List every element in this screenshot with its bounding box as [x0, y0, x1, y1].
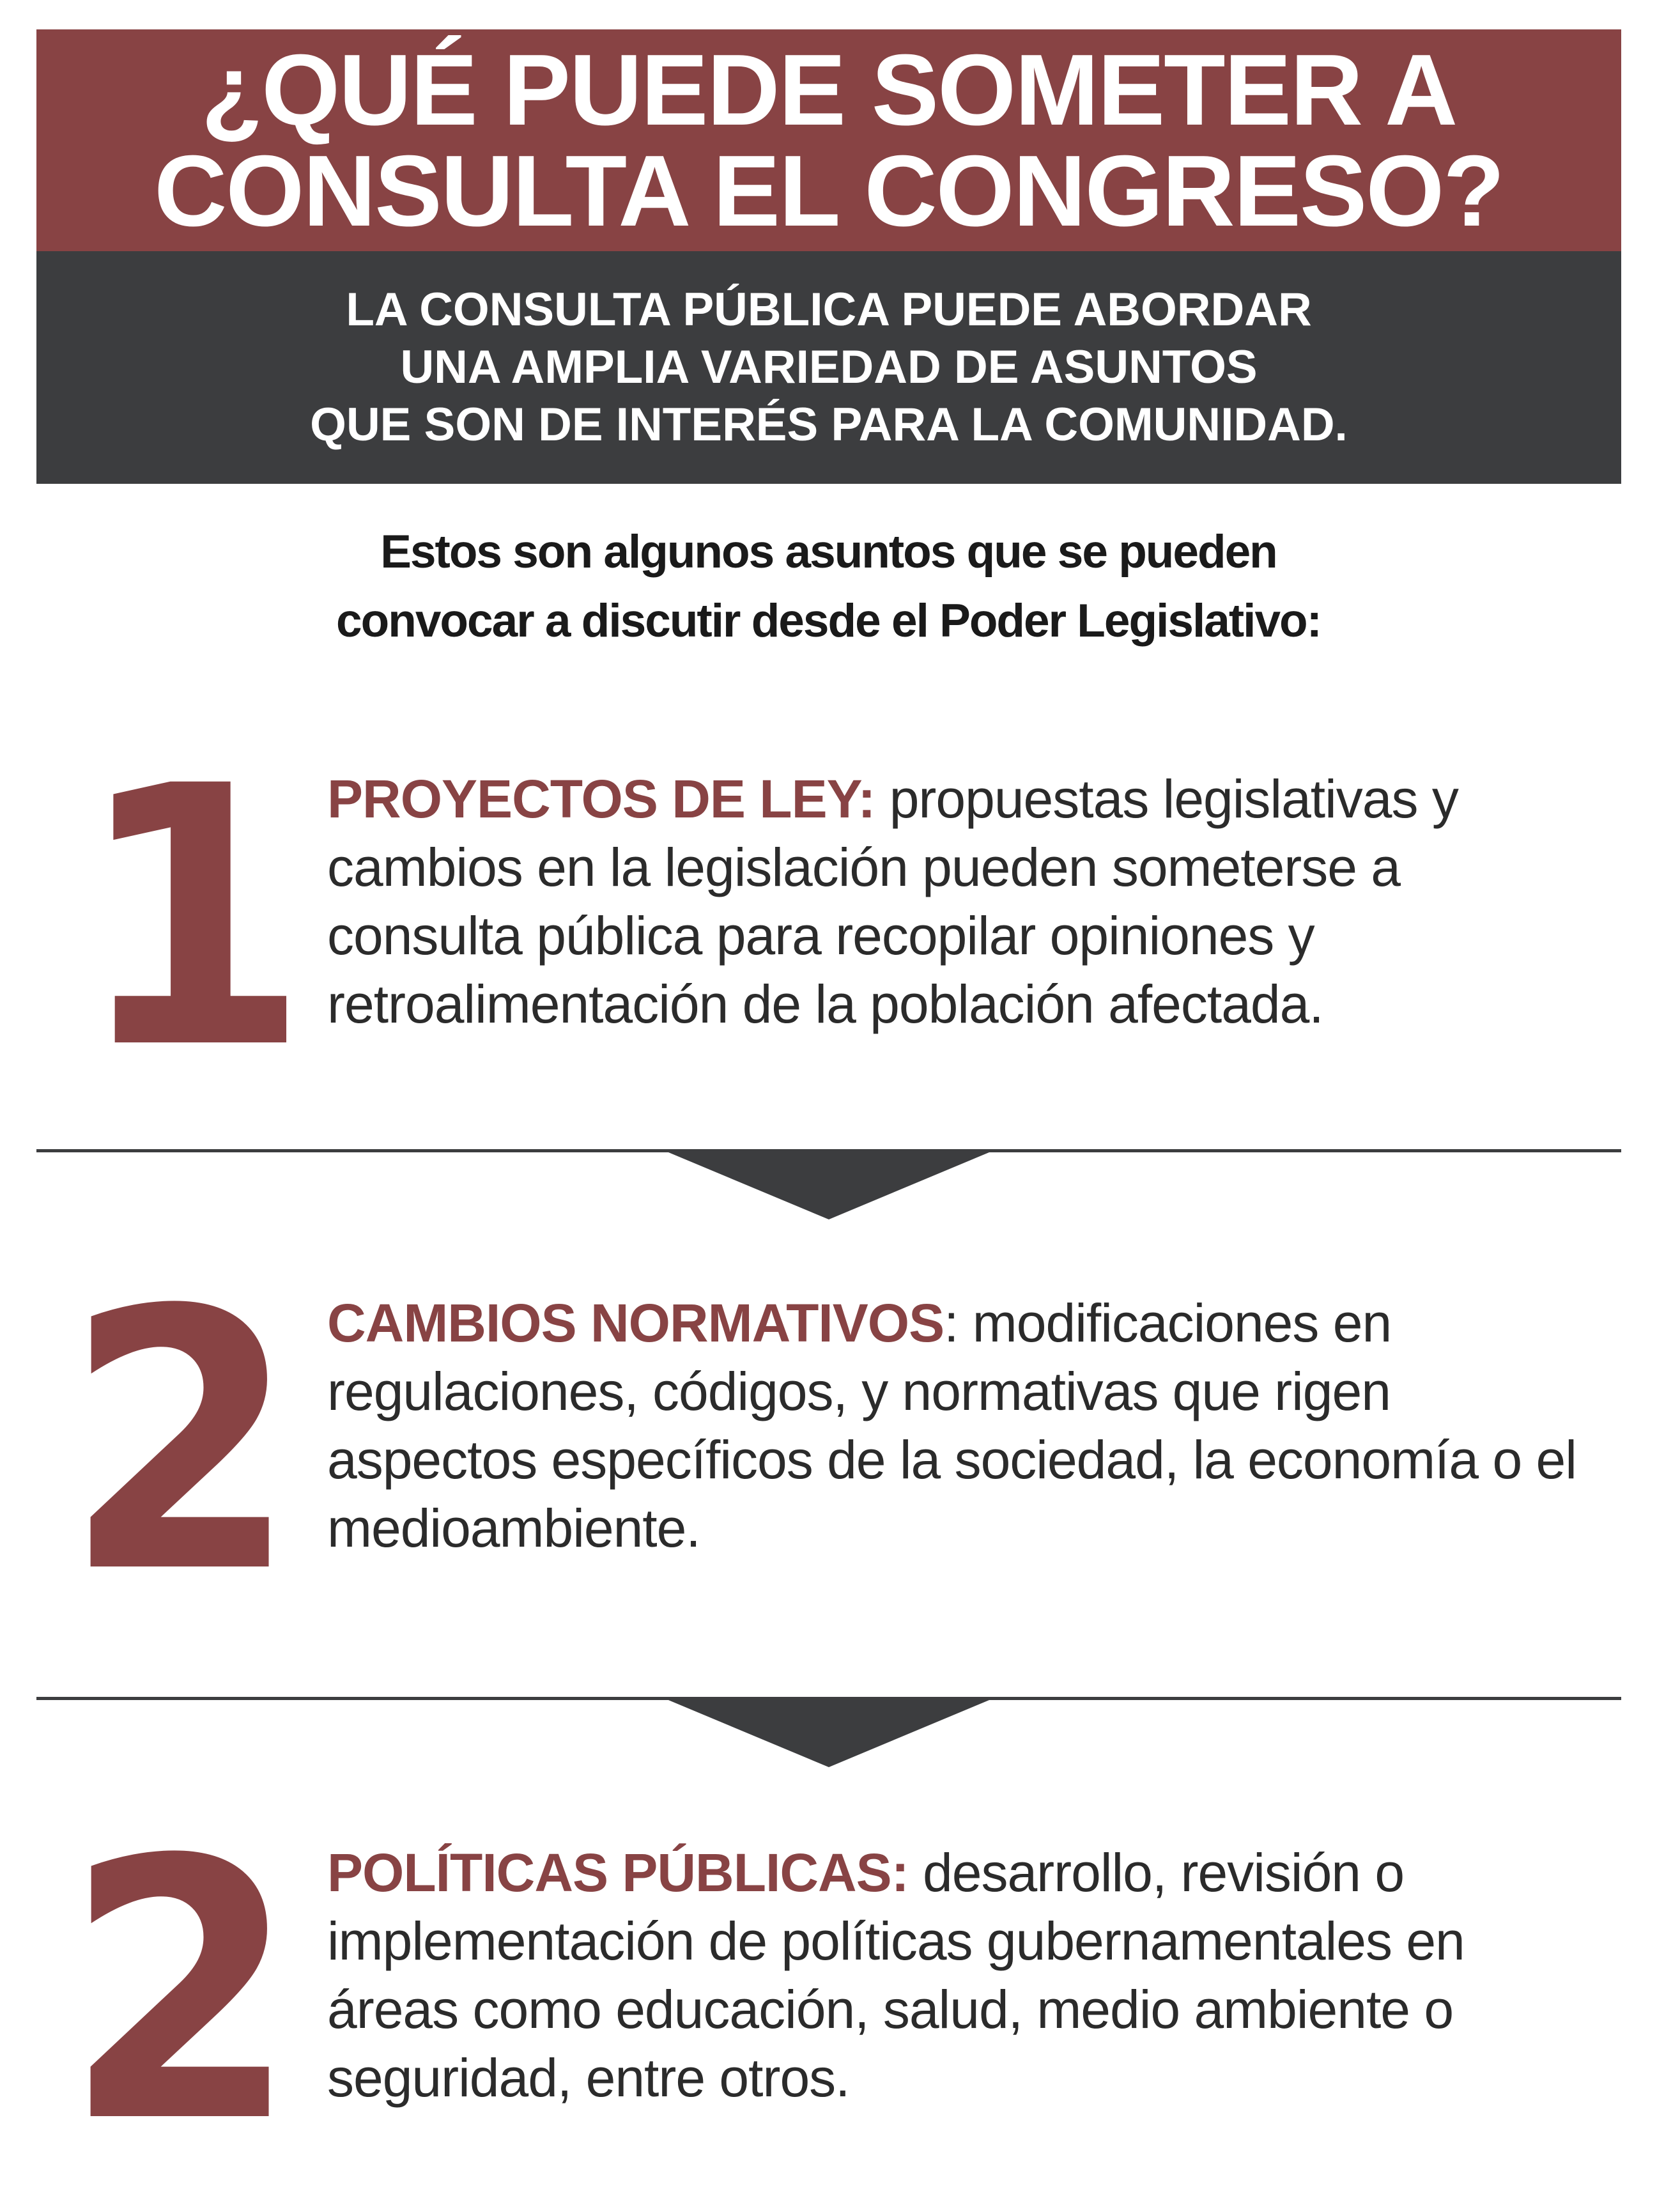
chevron-down-icon [668, 1700, 989, 1767]
intro-text [0, 518, 1657, 656]
page-title-line-2: CONSULTA EL CONGRESO? [154, 134, 1504, 247]
subtitle-line-1: LA CONSULTA PÚBLICA PUEDE ABORDAR [346, 284, 1312, 336]
chevron-down-icon [668, 1152, 989, 1219]
item-number-1: 1 [75, 711, 310, 1127]
item-heading-2: CAMBIOS NORMATIVOS [327, 1293, 944, 1353]
item-text-2 [327, 1289, 1592, 1563]
subtitle-line-2: UNA AMPLIA VARIEDAD DE ASUNTOS [400, 341, 1258, 393]
subtitle-banner [36, 251, 1621, 484]
item-body-3: desarrollo, revisión o implementación de políticas gubernamentales en áreas como educación, salud, medio ambiente o seguridad, entre otros. [327, 1843, 1465, 2108]
item-body-2: : modificaciones en regulaciones, códigos, y normativas que rigen aspectos específicos de la sociedad, la economía o el medioambiente. [327, 1293, 1576, 1558]
page-title-line-1: ¿QUÉ PUEDE SOMETER A [201, 33, 1457, 146]
item-number-2: 2 [64, 1235, 298, 1651]
intro-line-1: Estos son algunos asuntos que se pueden [380, 526, 1277, 578]
item-text-1 [327, 765, 1592, 1039]
title-banner [36, 29, 1621, 251]
item-text-3 [327, 1839, 1592, 2112]
item-number-3: 2 [64, 1784, 298, 2201]
intro-line-2: convocar a discutir desde el Poder Legislativo: [336, 595, 1321, 647]
subtitle-line-3: QUE SON DE INTERÉS PARA LA COMUNIDAD. [310, 399, 1348, 451]
item-heading-3: POLÍTICAS PÚBLICAS: [327, 1843, 909, 1903]
item-heading-1: PROYECTOS DE LEY: [327, 769, 875, 829]
item-body-1: propuestas legislativas y cambios en la legislación pueden someterse a consulta pública para recopilar opiniones y retroalimentación de la población afectada. [327, 769, 1458, 1034]
